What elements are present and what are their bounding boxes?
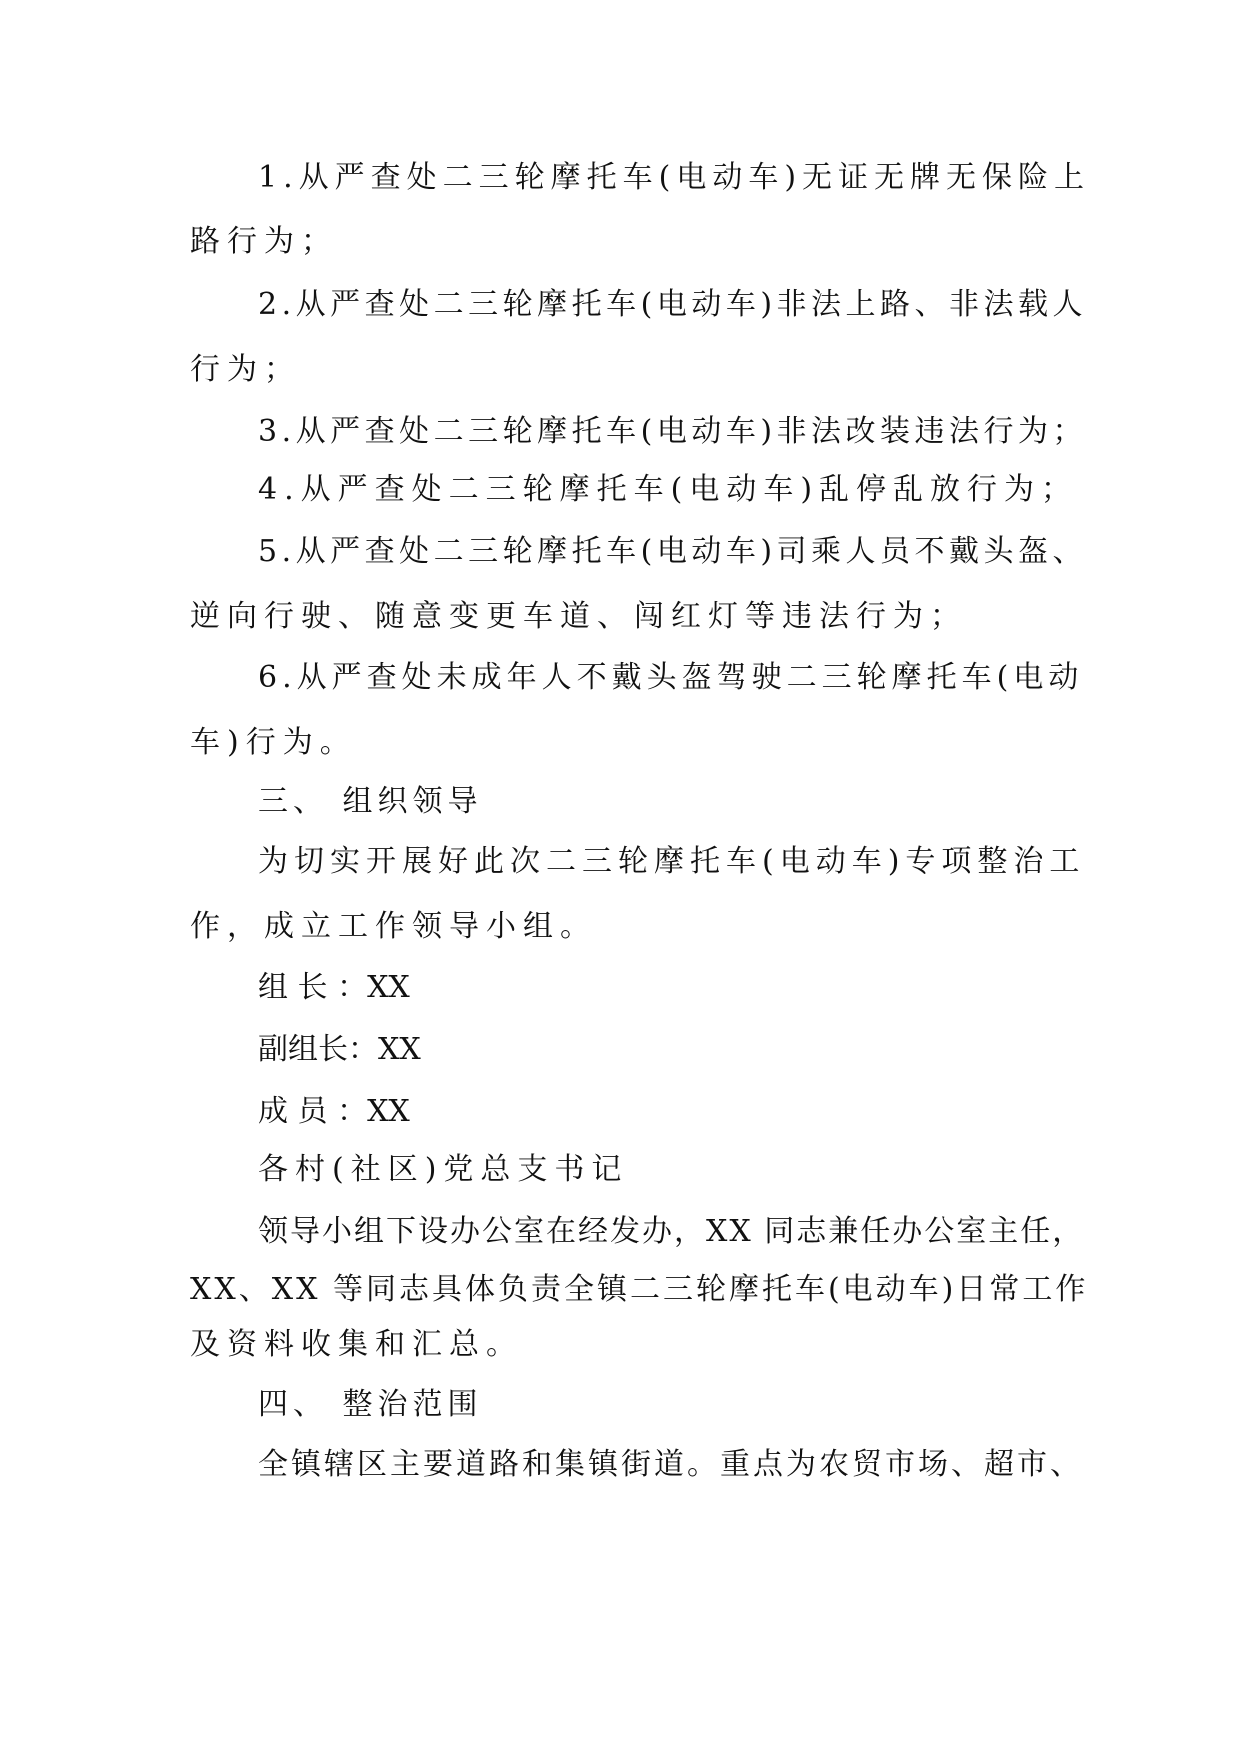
list-item-3: 3.从严查处二三轮摩托车(电动车)非法改装违法行为；	[258, 414, 1088, 449]
office-paragraph-line-2: XX、XX 等同志具体负责全镇二三轮摩托车(电动车)日常工作	[190, 1272, 1089, 1307]
paragraph-organization-line-2: 作，成立工作领导小组。	[190, 909, 597, 944]
deputy-leader-field: 副组长：XX	[258, 1032, 421, 1067]
section-heading-scope: 四、 整治范围	[258, 1387, 483, 1422]
list-item-2-line-2: 行为；	[190, 352, 301, 387]
list-item-2-line-1: 2.从严查处二三轮摩托车(电动车)非法上路、非法载人	[258, 287, 1088, 322]
section-heading-organization: 三、 组织领导	[258, 784, 483, 819]
office-paragraph-line-1: 领导小组下设办公室在经发办，XX 同志兼任办公室主任，	[258, 1214, 1085, 1249]
scope-paragraph-line-1: 全镇辖区主要道路和集镇街道。重点为农贸市场、超市、	[258, 1447, 1083, 1482]
list-item-6-line-2: 车)行为。	[190, 725, 357, 760]
members-description: 各村(社区)党总支书记	[258, 1152, 629, 1187]
office-paragraph-line-3: 及资料收集和汇总。	[190, 1327, 523, 1362]
list-item-1-line-1: 1.从严查处二三轮摩托车(电动车)无证无牌无保险上	[258, 160, 1091, 195]
paragraph-organization-line-1: 为切实开展好此次二三轮摩托车(电动车)专项整治工	[258, 844, 1086, 879]
members-field: 成 员 ：XX	[258, 1094, 410, 1129]
team-leader-field: 组 长 ：XX	[258, 970, 410, 1005]
list-item-4: 4.从严查处二三轮摩托车(电动车)乱停乱放行为；	[258, 472, 1079, 507]
list-item-1-line-2: 路行为；	[190, 224, 338, 259]
list-item-5-line-2: 逆向行驶、随意变更车道、闯红灯等违法行为；	[190, 599, 967, 634]
list-item-5-line-1: 5.从严查处二三轮摩托车(电动车)司乘人员不戴头盔、	[258, 534, 1088, 569]
list-item-6-line-1: 6.从严查处未成年人不戴头盔驾驶二三轮摩托车(电动	[258, 660, 1084, 695]
